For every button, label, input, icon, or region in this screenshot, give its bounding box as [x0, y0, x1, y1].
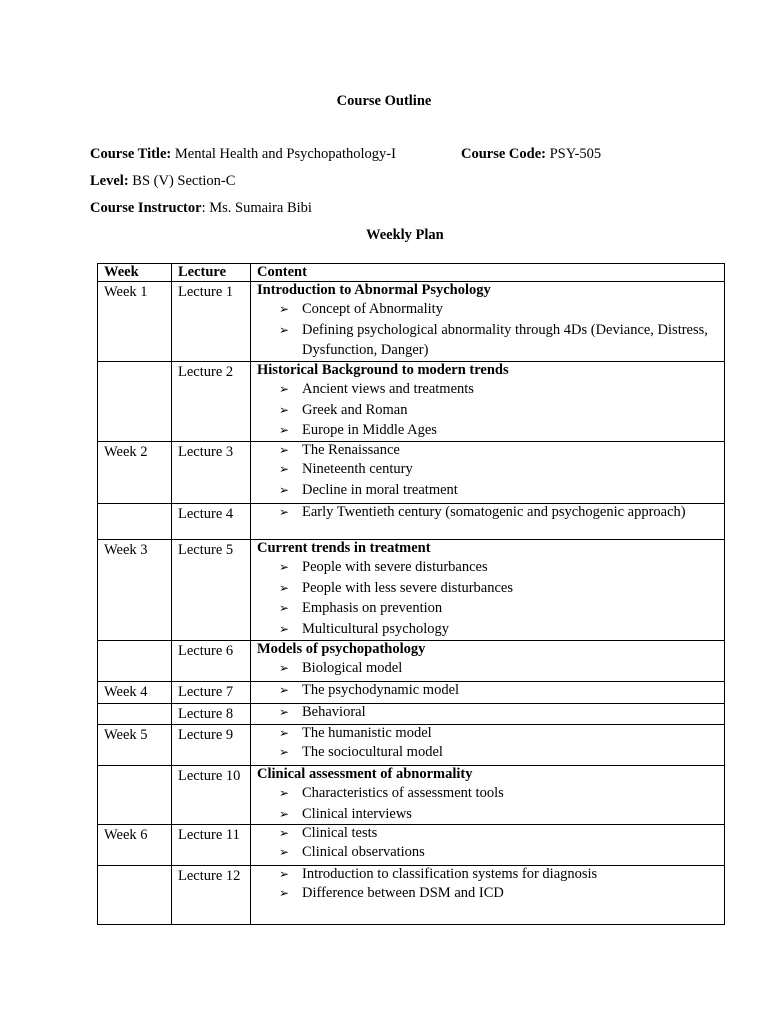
week-cell: Week 6 — [98, 825, 172, 866]
course-code-value: PSY-505 — [545, 146, 602, 162]
list-item — [257, 883, 724, 904]
week-cell — [98, 641, 172, 682]
list-item — [257, 725, 724, 742]
table-row — [98, 442, 725, 504]
list-item-text: Difference between DSM and ICD — [302, 885, 504, 902]
table-row — [98, 540, 725, 641]
week-cell — [98, 362, 172, 442]
topic-list — [257, 682, 724, 699]
arrow-bullet-icon: ➢ — [279, 560, 290, 574]
list-item-text: Europe in Middle Ages — [302, 422, 437, 439]
table-header-row — [98, 264, 725, 282]
instructor-label: Course Instructor — [90, 200, 202, 216]
lecture-cell: Lecture 3 — [172, 442, 251, 504]
list-item-text: Clinical interviews — [302, 805, 412, 822]
list-item — [257, 504, 724, 521]
content-cell — [251, 825, 725, 866]
list-item — [257, 825, 724, 842]
content-cell — [251, 504, 725, 540]
week-cell: Week 1 — [98, 282, 172, 362]
arrow-bullet-icon: ➢ — [279, 443, 290, 457]
week-cell — [98, 866, 172, 925]
table-row — [98, 641, 725, 682]
list-item — [257, 742, 724, 763]
arrow-bullet-icon: ➢ — [279, 845, 290, 860]
lecture-cell: Lecture 8 — [172, 703, 251, 725]
topic-list — [257, 299, 724, 361]
list-item-text: Early Twentieth century (somatogenic and psychogenic approach) — [302, 504, 686, 520]
list-item — [257, 866, 724, 883]
list-item — [257, 459, 724, 480]
list-item — [257, 704, 724, 721]
level-value: BS (V) Section-C — [128, 173, 236, 189]
content-cell — [251, 282, 725, 362]
list-item-text: Decline in moral treatment — [302, 481, 458, 498]
topic-list — [257, 704, 724, 721]
list-item — [257, 842, 724, 863]
topic-heading: Historical Background to modern trends — [257, 362, 509, 378]
list-item — [257, 682, 724, 699]
table-row — [98, 362, 725, 442]
list-item-text: Biological model — [302, 660, 403, 676]
weekly-plan-table — [97, 263, 725, 925]
arrow-bullet-icon: ➢ — [279, 462, 290, 476]
arrow-bullet-icon: ➢ — [279, 601, 290, 616]
list-item-text: Clinical tests — [302, 825, 378, 842]
list-item — [257, 400, 724, 421]
list-item-text: Multicultural psychology — [302, 620, 449, 637]
topic-heading: Introduction to Abnormal Psychology — [257, 282, 491, 298]
list-item-text: Behavioral — [302, 703, 366, 720]
topic-list — [257, 442, 724, 500]
week-cell — [98, 504, 172, 540]
topic-list — [257, 658, 724, 679]
topic-list — [257, 866, 724, 904]
arrow-bullet-icon: ➢ — [279, 322, 290, 337]
course-title-label: Course Title: — [90, 146, 172, 162]
weekly-plan-title: Weekly Plan — [366, 227, 444, 243]
arrow-bullet-icon: ➢ — [279, 302, 290, 316]
table-row — [98, 682, 725, 704]
arrow-bullet-icon: ➢ — [279, 867, 290, 882]
list-item — [257, 783, 724, 804]
arrow-bullet-icon: ➢ — [279, 704, 290, 719]
week-cell: Week 3 — [98, 540, 172, 641]
list-item — [257, 480, 724, 501]
topic-heading: Models of psychopathology — [257, 641, 426, 657]
table-row — [98, 825, 725, 866]
arrow-bullet-icon: ➢ — [279, 382, 290, 396]
list-item-text: Introduction to classification systems for diagnosis — [302, 866, 598, 883]
list-item-text: Greek and Roman — [302, 401, 408, 418]
lecture-cell: Lecture 10 — [172, 766, 251, 825]
course-title-value: Mental Health and Psychopathology-I — [171, 146, 396, 162]
table-row — [98, 725, 725, 766]
week-cell: Week 2 — [98, 442, 172, 504]
list-item — [257, 578, 724, 599]
list-item-text: The Renaissance — [302, 442, 400, 458]
list-item-text: People with severe disturbances — [302, 559, 488, 575]
arrow-bullet-icon: ➢ — [279, 806, 290, 821]
level-line — [90, 173, 235, 190]
week-cell: Week 4 — [98, 682, 172, 704]
content-cell — [251, 362, 725, 442]
arrow-bullet-icon: ➢ — [279, 402, 290, 417]
topic-list — [257, 557, 724, 639]
table-body — [98, 282, 725, 925]
level-label: Level: — [90, 173, 129, 189]
arrow-bullet-icon: ➢ — [279, 661, 290, 675]
header-content: Content — [251, 264, 725, 282]
arrow-bullet-icon: ➢ — [279, 826, 290, 841]
table-row — [98, 766, 725, 825]
list-item — [257, 442, 724, 459]
list-item — [257, 804, 724, 825]
topic-list — [257, 725, 724, 763]
lecture-cell: Lecture 11 — [172, 825, 251, 866]
list-item — [257, 598, 724, 619]
week-cell: Week 5 — [98, 725, 172, 766]
arrow-bullet-icon: ➢ — [279, 886, 290, 901]
table-row — [98, 504, 725, 540]
course-code-label: Course Code: — [461, 146, 546, 162]
list-item — [257, 299, 724, 320]
table-row — [98, 282, 725, 362]
content-cell — [251, 682, 725, 704]
list-item — [257, 379, 724, 400]
page-title: Course Outline — [336, 93, 432, 109]
list-item — [257, 658, 724, 679]
content-cell — [251, 766, 725, 825]
list-item — [257, 619, 724, 640]
topic-list — [257, 783, 724, 824]
arrow-bullet-icon: ➢ — [279, 786, 290, 801]
list-item — [257, 420, 724, 441]
list-item-text: The sociocultural model — [302, 744, 443, 761]
week-cell — [98, 766, 172, 825]
content-cell — [251, 442, 725, 504]
topic-heading: Current trends in treatment — [257, 540, 431, 556]
list-item-text: Characteristics of assessment tools — [302, 785, 504, 802]
list-item-text: Nineteenth century — [302, 461, 413, 477]
week-cell — [98, 703, 172, 725]
topic-list — [257, 504, 724, 521]
course-code-line — [461, 146, 601, 163]
list-item-text: Defining psychological abnormality through 4Ds (Deviance, Distress, Dysfunction, Danger) — [302, 321, 708, 359]
lecture-cell: Lecture 6 — [172, 641, 251, 682]
arrow-bullet-icon: ➢ — [279, 745, 290, 760]
list-item-text: Concept of Abnormality — [302, 301, 443, 317]
arrow-bullet-icon: ➢ — [279, 482, 290, 497]
instructor-value: : Ms. Sumaira Bibi — [201, 200, 312, 216]
arrow-bullet-icon: ➢ — [279, 726, 290, 741]
lecture-cell: Lecture 12 — [172, 866, 251, 925]
table-row — [98, 866, 725, 925]
arrow-bullet-icon: ➢ — [279, 580, 290, 595]
content-cell — [251, 540, 725, 641]
header-week: Week — [98, 264, 172, 282]
list-item-text: Emphasis on prevention — [302, 600, 443, 617]
list-item-text: Clinical observations — [302, 844, 425, 861]
topic-heading: Clinical assessment of abnormality — [257, 766, 473, 783]
content-cell — [251, 641, 725, 682]
header-lecture: Lecture — [172, 264, 251, 282]
list-item — [257, 320, 724, 361]
arrow-bullet-icon: ➢ — [279, 621, 290, 636]
topic-list — [257, 825, 724, 863]
content-cell — [251, 703, 725, 725]
lecture-cell: Lecture 2 — [172, 362, 251, 442]
arrow-bullet-icon: ➢ — [279, 423, 290, 438]
content-cell — [251, 725, 725, 766]
content-cell — [251, 866, 725, 925]
list-item-text: Ancient views and treatments — [302, 381, 474, 397]
lecture-cell: Lecture 4 — [172, 504, 251, 540]
list-item-text: The humanistic model — [302, 725, 432, 742]
lecture-cell: Lecture 5 — [172, 540, 251, 641]
list-item-text: The psychodynamic model — [302, 682, 460, 698]
course-title-line — [90, 146, 396, 163]
list-item — [257, 557, 724, 578]
lecture-cell: Lecture 9 — [172, 725, 251, 766]
arrow-bullet-icon: ➢ — [279, 505, 290, 519]
topic-list — [257, 379, 724, 441]
instructor-line — [90, 200, 312, 217]
lecture-cell: Lecture 1 — [172, 282, 251, 362]
table-row — [98, 703, 725, 725]
list-item-text: People with less severe disturbances — [302, 579, 514, 596]
lecture-cell: Lecture 7 — [172, 682, 251, 704]
arrow-bullet-icon: ➢ — [279, 683, 290, 697]
